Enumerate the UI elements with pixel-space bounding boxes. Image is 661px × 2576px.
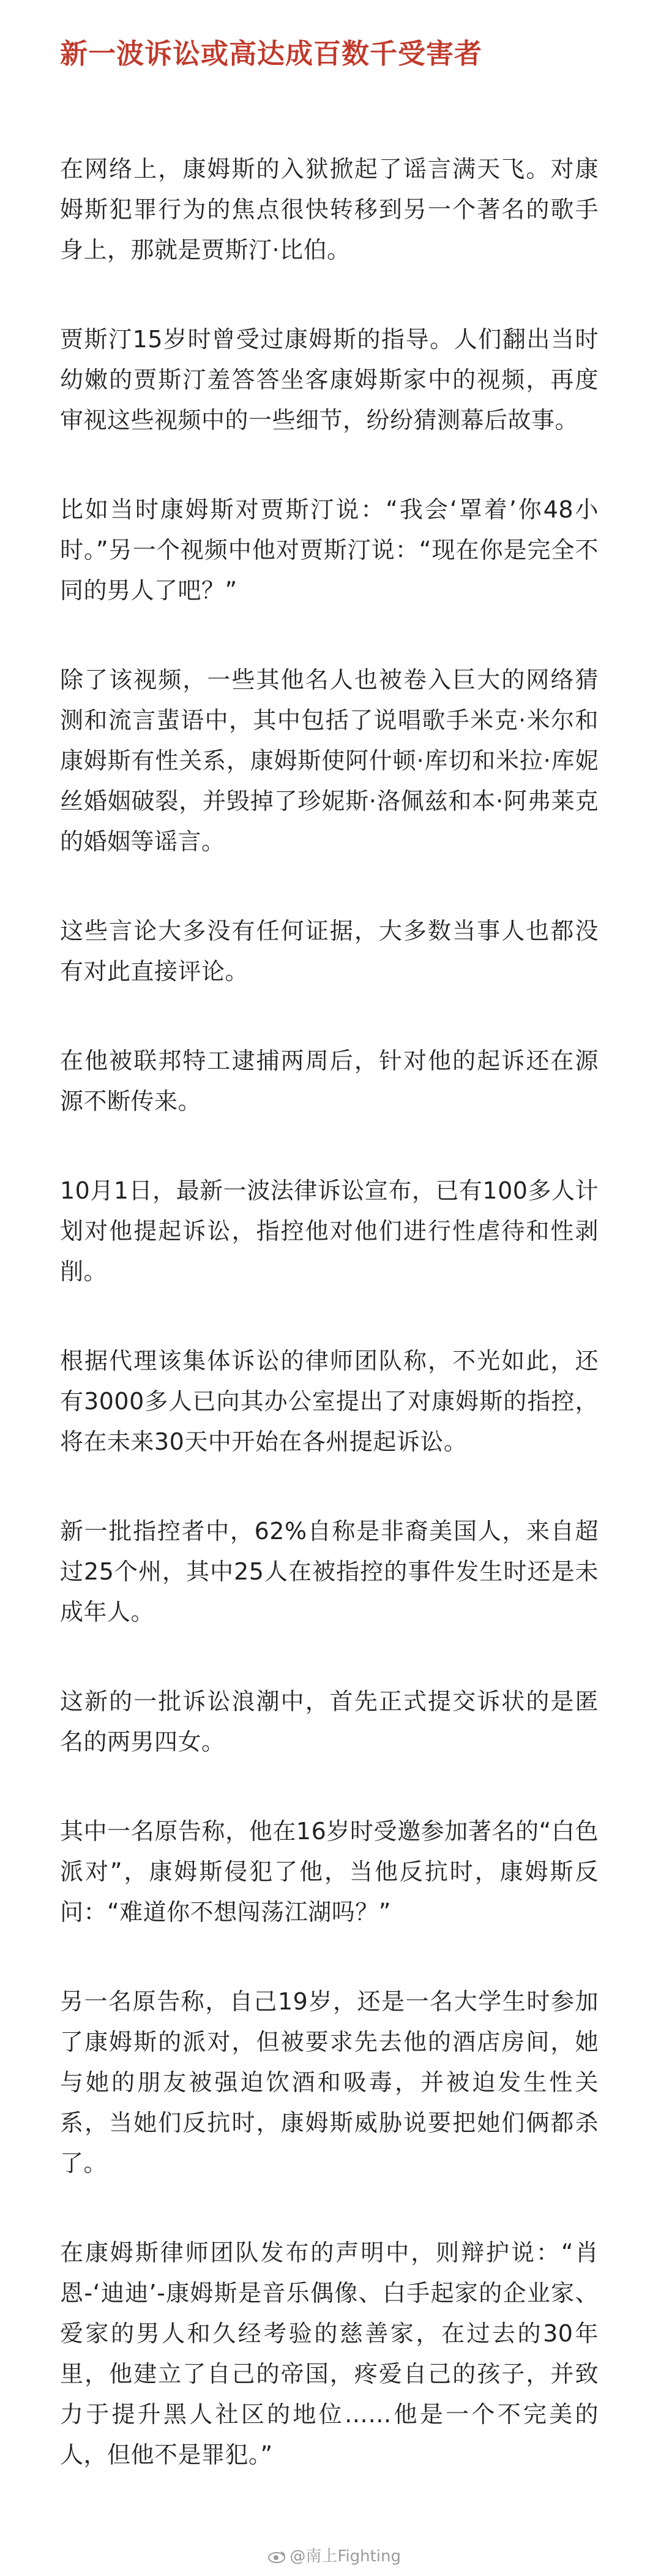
paragraph-11: 其中一名原告称，他在16岁时受邀参加著名的“白色派对”，康姆斯侵犯了他，当他反抗时，康姆斯反问：“难道你不想闯荡江湖吗？” — [60, 1818, 599, 1926]
paragraph-1: 在网络上，康姆斯的入狱掀起了谣言满天飞。对康姆斯犯罪行为的焦点很快转移到另一个著名的歌手身上，那就是贾斯汀·比伯。 — [60, 156, 599, 263]
paragraph-7: 10月1日，最新一波法律诉讼宣布，已有100多人计划对他提起诉讼，指控他对他们进行性虐待和性剥削。 — [60, 1177, 599, 1285]
paragraph-5: 这些言论大多没有任何证据，大多数当事人也都没有对此直接评论。 — [60, 917, 599, 985]
paragraph-8: 根据代理该集体诉讼的律师团队称，不光如此，还有3000多人已向其办公室提出了对康姆斯的指控，将在未来30天中开始在各州提起诉讼。 — [60, 1347, 599, 1455]
paragraph-13: 在康姆斯律师团队发布的声明中，则辩护说：“肖恩-‘迪迪’-康姆斯是音乐偶像、白手起家的企业家、爱家的男人和久经考验的慈善家，在过去的30年里，他建立了自己的帝国，疼爱自己的孩子，并致力于提升黑人社区的地位……他是一个不完美的人，但他不是罪犯。” — [60, 2239, 599, 2468]
article-title: 新一波诉讼或高达成百数千受害者 — [60, 37, 483, 70]
paragraph-3: 比如当时康姆斯对贾斯汀说：“我会‘罩着’你48小时。”另一个视频中他对贾斯汀说：“现在你是完全不同的男人了吧？” — [60, 496, 599, 604]
paragraph-4: 除了该视频，一些其他名人也被卷入巨大的网络猜测和流言蜚语中，其中包括了说唱歌手米克·米尔和康姆斯有性关系，康姆斯使阿什顿·库切和米拉·库妮丝婚姻破裂，并毁掉了珍妮斯·洛佩兹和本·阿弗莱克的婚姻等谣言。 — [60, 666, 599, 855]
paragraph-12: 另一名原告称，自己19岁，还是一名大学生时参加了康姆斯的派对，但被要求先去他的酒店房间，她与她的朋友被强迫饮酒和吸毒，并被迫发生性关系，当她们反抗时，康姆斯威胁说要把她们俩都杀了。 — [60, 1988, 599, 2177]
paragraph-10: 这新的一批诉讼浪潮中，首先正式提交诉状的是匿名的两男四女。 — [60, 1688, 599, 1755]
weibo-eye-icon — [267, 2549, 286, 2561]
watermark-text: @南上Fighting — [289, 2547, 401, 2566]
watermark — [267, 2544, 401, 2566]
paragraph-6: 在他被联邦特工逮捕两周后，针对他的起诉还在源源不断传来。 — [60, 1047, 599, 1115]
paragraph-2: 贾斯汀15岁时曾受过康姆斯的指导。人们翻出当时幼嫩的贾斯汀羞答答坐客康姆斯家中的视频，再度审视这些视频中的一些细节，纷纷猜测幕后故事。 — [60, 326, 599, 434]
paragraph-9: 新一批指控者中，62%自称是非裔美国人，来自超过25个州，其中25人在被指控的事件发生时还是未成年人。 — [60, 1518, 599, 1625]
